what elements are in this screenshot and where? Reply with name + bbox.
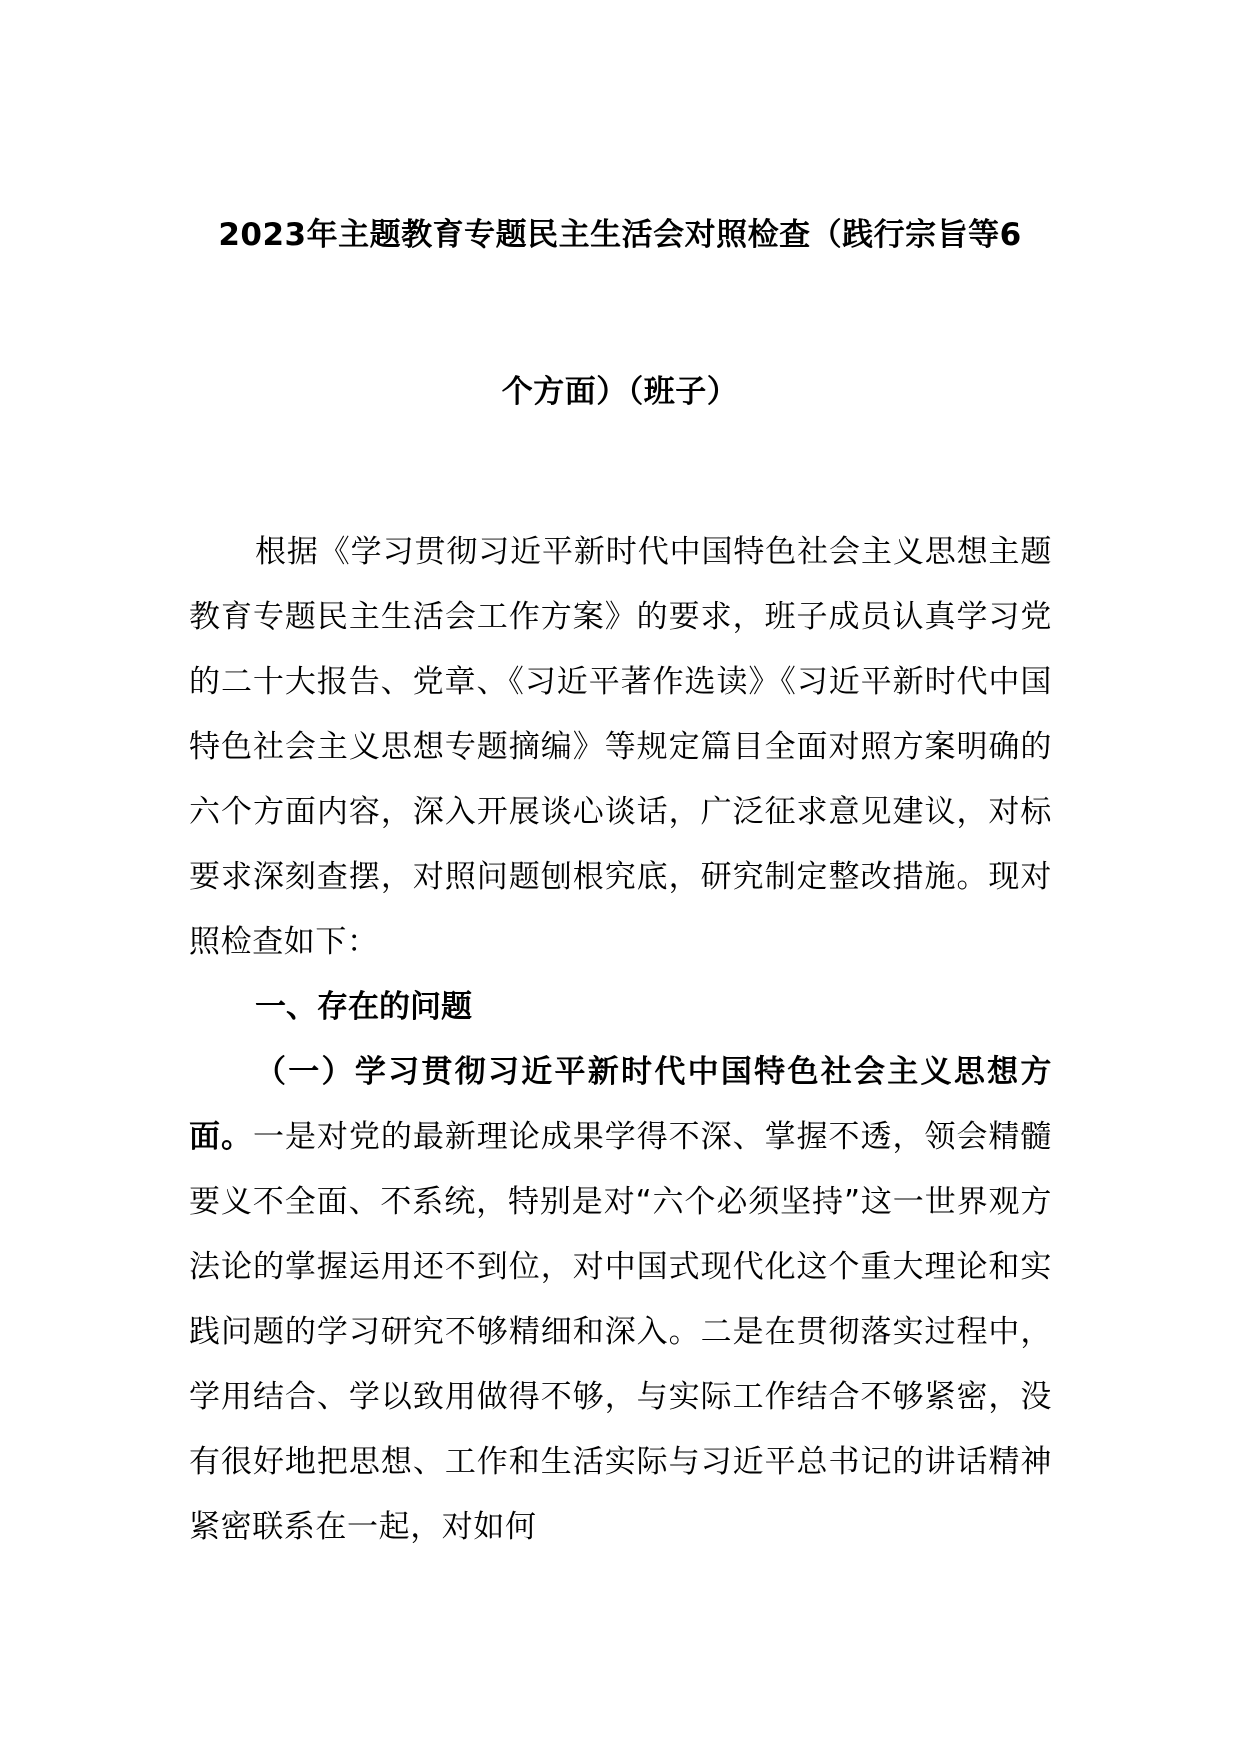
document-title-line-2: 个方面）（班子） [501,374,739,410]
section-1-body: 一是对党的最新理论成果学得不深、掌握不透，领会精髓要义不全面、不系统，特别是对“六个必须坚持”这一世界观方法论的掌握运用还不到位，对中国式现代化这个重大理论和实践问题的学习研究不够精细和深入。二是在贯彻落实过程中，学用结合、学以致用做得不够，与实际工作结合不够紧密，没有很好地把思想、工作和生活实际与习近平总书记的讲话精神紧密联系在一起，对如何 [189,1119,1053,1545]
section-1-block [189,1040,1052,1560]
intro-paragraph-block [189,520,1052,975]
intro-paragraph: 根据《学习贯彻习近平新时代中国特色社会主义思想主题教育专题民主生活会工作方案》的要求，班子成员认真学习党的二十大报告、党章、《习近平著作选读》《习近平新时代中国特色社会主义思想专题摘编》等规定篇目全面对照方案明确的六个方面内容，深入开展谈心谈话，广泛征求意见建议，对标要求深刻查摆，对照问题刨根究底，研究制定整改措施。现对照检查如下： [189,534,1052,960]
section-heading-problems: 一、存在的问题 [255,989,472,1025]
section-1-heading: （一）学习贯彻习近平新时代中国特色社会主义思想方面。 [189,1054,1052,1155]
section-1-paragraph [189,1040,1052,1560]
document-title-line-1: 2023年主题教育专题民主生活会对照检查（践行宗旨等6 [218,217,1022,253]
